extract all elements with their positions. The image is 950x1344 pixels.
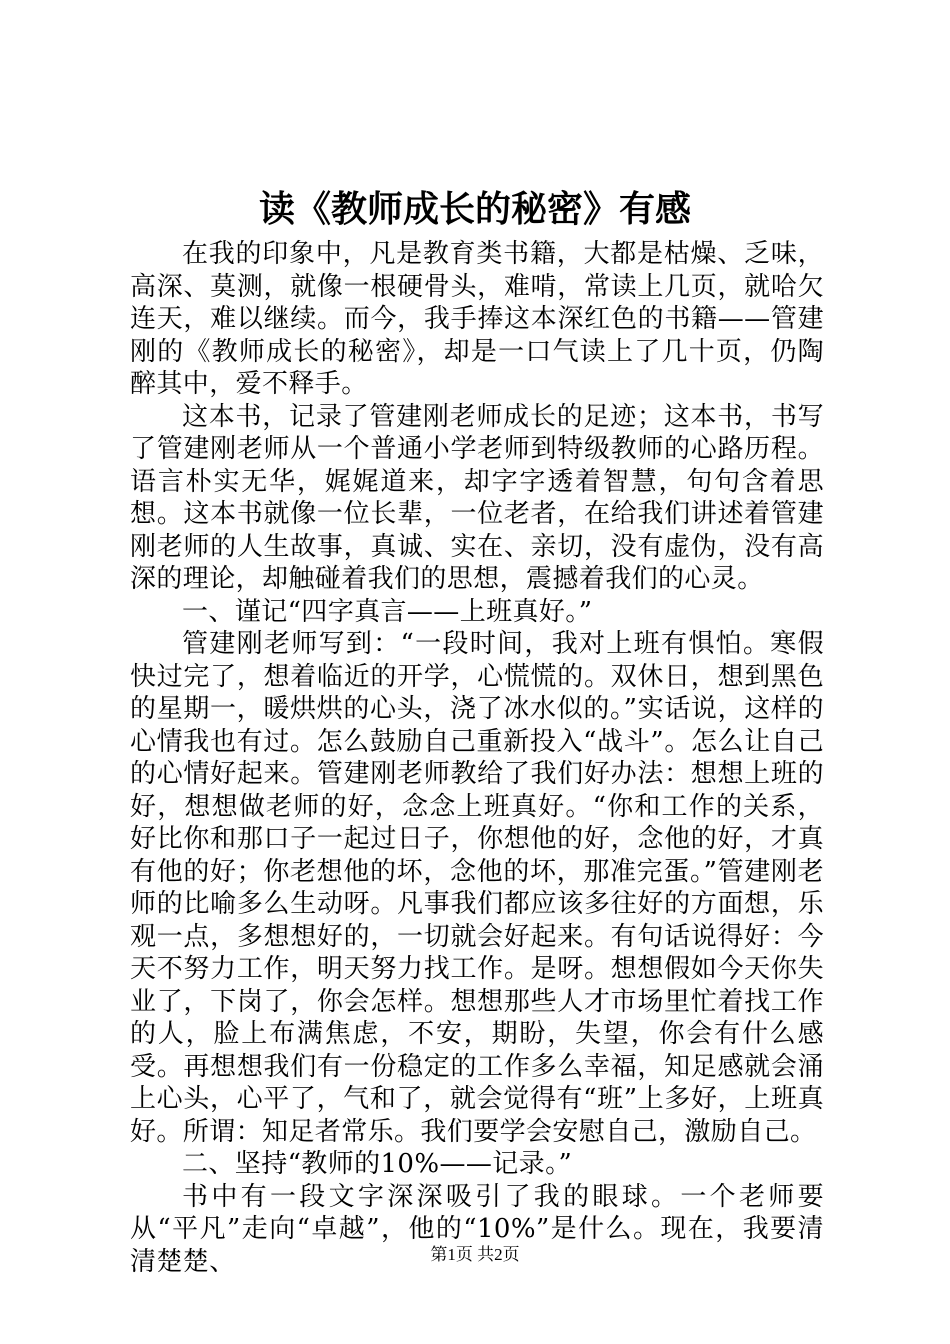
paragraph-book-description: 这本书，记录了管建刚老师成长的足迹；这本书，书写了管建刚老师从一个普通小学老师到特级教师的心路历程。语言朴实无华，娓娓道来，却字字透着智慧，句句含着思想。这本书就像一位长辈，一位老者，在给我们讲述着管建刚老师的人生故事，真诚、实在、亲切，没有虚伪，没有高深的理论，却触碰着我们的思想，震撼着我们的心灵。 xyxy=(130,401,824,594)
document-title: 读《教师成长的秘密》有感 xyxy=(258,188,691,230)
paragraph-section-two: 书中有一段文字深深吸引了我的眼球。一个老师要从“平凡”走向“卓越”，他的“10%”是什么。现在，我要清清楚楚、 xyxy=(130,1181,824,1277)
paragraph-section-one: 管建刚老师写到：“一段时间，我对上班有惧怕。寒假快过完了，想着临近的开学，心慌慌的。双休日，想到黑色的星期一，暖烘烘的心头，浇了冰水似的。”实话说，这样的心情我也有过。怎么鼓励自己重新投入“战斗”。怎么让自己的心情好起来。管建刚老师教给了我们好办法：想想上班的好，想想做老师的好，念念上班真好。“你和工作的关系，好比你和那口子一起过日子，你想他的好，念他的好，才真有他的好；你老想他的坏，念他的坏，那准完蛋。”管建刚老师的比喻多么生动呀。凡事我们都应该多往好的方面想，乐观一点，多想想好的，一切就会好起来。有句话说得好：今天不努力工作，明天努力找工作。是呀。想想假如今天你失业了，下岗了，你会怎样。想想那些人才市场里忙着找工作的人，脸上布满焦虑，不安，期盼，失望，你会有什么感受。再想想我们有一份稳定的工作多么幸福，知足感就会涌上心头，心平了，气和了，就会觉得有“班”上多好，上班真好。所谓：知足者常乐。我们要学会安慰自己，激励自己。 xyxy=(130,629,824,1147)
paragraph-intro: 在我的印象中，凡是教育类书籍，大都是枯燥、乏味，高深、莫测，就像一根硬骨头，难啃，常读上几页，就哈欠连天，难以继续。而今，我手捧这本深红色的书籍——管建刚的《教师成长的秘密》，却是一口气读上了几十页，仍陶醉其中，爱不释手。 xyxy=(130,239,824,399)
section-heading-two: 二、坚持“教师的10%——记录。” xyxy=(182,1149,573,1179)
document-body xyxy=(130,238,824,1278)
section-heading-one: 一、谨记“四字真言——上班真好。” xyxy=(182,596,593,627)
page-footer: 第1页 共2页 xyxy=(430,1245,520,1264)
